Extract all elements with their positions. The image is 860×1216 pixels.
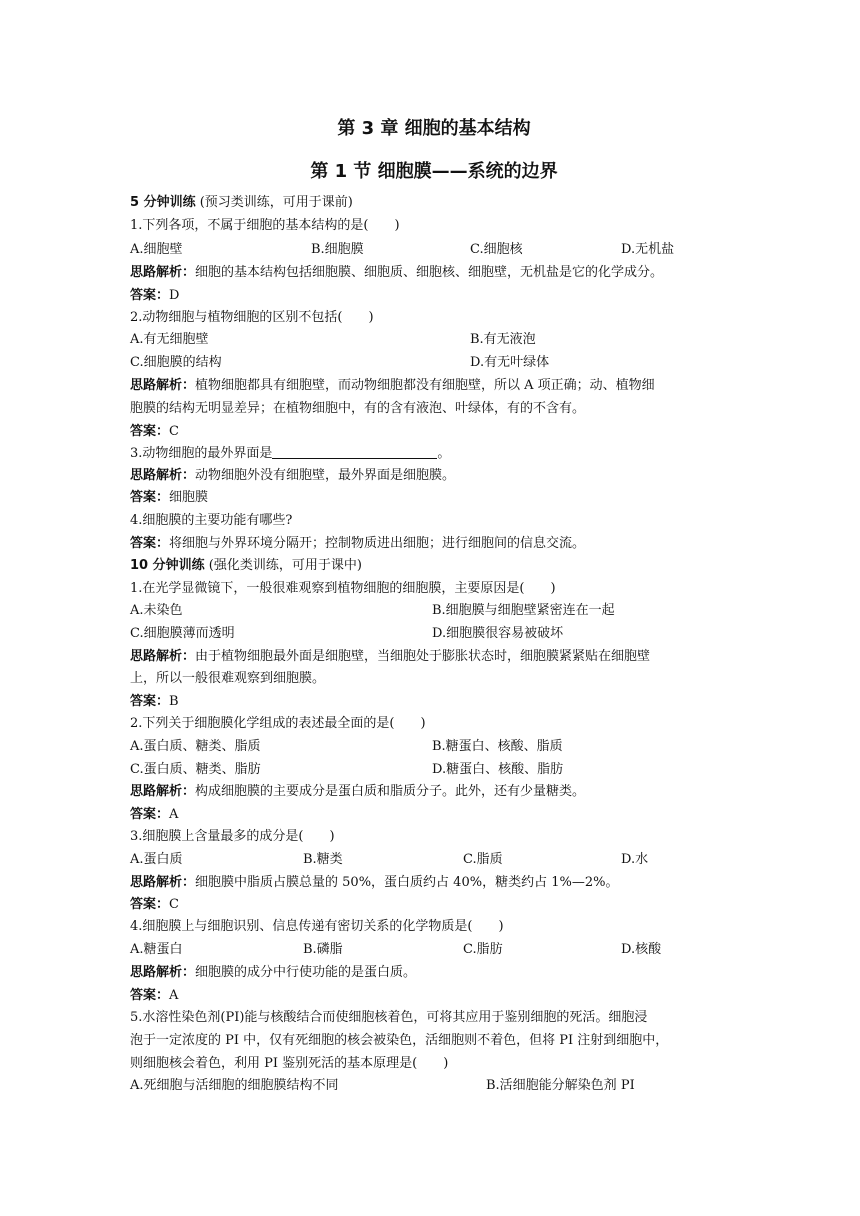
option-c: C.脂肪 <box>463 942 503 957</box>
p1-q3-stem: 3.动物细胞的最外界面是 。 <box>130 446 451 461</box>
p1-q4-stem: 4.细胞膜的主要功能有哪些? <box>130 513 293 528</box>
section-title: 第 1 节 细胞膜——系统的边界 <box>310 161 558 182</box>
chapter-title: 第 3 章 细胞的基本结构 <box>337 118 531 139</box>
option-c: C.细胞膜薄而透明 <box>130 626 235 641</box>
p2-q1-options-row2 <box>130 623 738 645</box>
p1-q2-options-row1 <box>130 329 738 351</box>
p2-q1-analysis: 思路解析：由于植物细胞最外面是细胞壁，当细胞处于膨胀状态时，细胞膜紧紧贴在细胞壁 <box>130 649 651 664</box>
p1-q3-analysis: 思路解析：动物细胞外没有细胞壁，最外界面是细胞膜。 <box>130 468 456 483</box>
p2-q5-stem-cont2: 则细胞核会着色，利用 PI 鉴别死活的基本原理是( ) <box>130 1056 449 1071</box>
p2-q1-analysis-cont: 上，所以一般很难观察到细胞膜。 <box>130 671 326 686</box>
p2-q3-answer: 答案：C <box>130 897 179 912</box>
option-a: A.有无细胞壁 <box>130 332 209 347</box>
option-a: A.蛋白质 <box>130 852 183 867</box>
p2-q2-options-row2 <box>130 759 738 781</box>
p2-q2-answer: 答案：A <box>130 807 179 822</box>
option-d: D.核酸 <box>621 942 662 957</box>
p2-q4-options <box>130 939 738 961</box>
option-b: B.磷脂 <box>303 942 343 957</box>
option-c: C.细胞膜的结构 <box>130 355 222 370</box>
p2-q4-analysis: 思路解析：细胞膜的成分中行使功能的是蛋白质。 <box>130 965 417 980</box>
p2-q3-analysis: 思路解析：细胞膜中脂质占膜总量的 50%，蛋白质约占 40%，糖类约占 1%—2%。 <box>130 875 619 890</box>
p2-q1-answer: 答案：B <box>130 694 179 709</box>
p2-q2-options-row1 <box>130 736 738 758</box>
p1-q2-analysis: 思路解析：植物细胞都具有细胞壁，而动物细胞都没有细胞壁，所以 A 项正确；动、植物细 <box>130 378 655 393</box>
p1-q2-analysis-cont: 胞膜的结构无明显差异；在植物细胞中，有的含有液泡、叶绿体，有的不含有。 <box>130 401 586 416</box>
option-b: B.糖蛋白、核酸、脂质 <box>432 739 563 754</box>
option-d: D.细胞膜很容易被破坏 <box>432 626 564 641</box>
option-a: A.细胞壁 <box>130 242 183 257</box>
option-b: B.有无液泡 <box>470 332 536 347</box>
option-d: D.水 <box>621 852 649 867</box>
option-b: B.糖类 <box>303 852 343 867</box>
p1-q2-answer: 答案：C <box>130 424 179 439</box>
p2-q2-analysis: 思路解析：构成细胞膜的主要成分是蛋白质和脂质分子。此外，还有少量糖类。 <box>130 784 586 799</box>
p1-q3-answer: 答案：细胞膜 <box>130 490 209 505</box>
p2-q5-stem: 5.水溶性染色剂(PI)能与核酸结合而使细胞核着色，可将其应用于鉴别细胞的死活。细胞浸 <box>130 1010 648 1025</box>
option-b: B.活细胞能分解染色剂 PI <box>486 1078 635 1093</box>
option-a: A.未染色 <box>130 603 183 618</box>
part2-heading: 10 分钟训练 (强化类训练，可用于课中) <box>130 558 362 573</box>
option-c: C.细胞核 <box>470 242 523 257</box>
part1-heading: 5 分钟训练 (预习类训练，可用于课前) <box>130 195 353 210</box>
option-c: C.脂质 <box>463 852 503 867</box>
p2-q3-options <box>130 849 738 871</box>
p2-q2-stem: 2.下列关于细胞膜化学组成的表述最全面的是( ) <box>130 716 426 731</box>
option-a: A.蛋白质、糖类、脂质 <box>130 739 261 754</box>
p1-q1-analysis: 思路解析：细胞的基本结构包括细胞膜、细胞质、细胞核、细胞壁，无机盐是它的化学成分。 <box>130 265 664 280</box>
option-b: B.细胞膜与细胞壁紧密连在一起 <box>432 603 615 618</box>
p2-q1-options-row1 <box>130 600 738 622</box>
p2-q5-stem-cont: 泡于一定浓度的 PI 中，仅有死细胞的核会被染色，活细胞则不着色，但将 PI 注射到细胞中， <box>130 1033 669 1048</box>
p2-q4-stem: 4.细胞膜上与细胞识别、信息传递有密切关系的化学物质是( ) <box>130 919 504 934</box>
option-c: C.蛋白质、糖类、脂肪 <box>130 762 261 777</box>
p1-q4-answer: 答案：将细胞与外界环境分隔开；控制物质进出细胞；进行细胞间的信息交流。 <box>130 536 586 551</box>
option-a: A.死细胞与活细胞的细胞膜结构不同 <box>130 1078 339 1093</box>
p2-q4-answer: 答案：A <box>130 988 179 1003</box>
answer-blank[interactable] <box>272 444 437 459</box>
p1-q1-stem: 1.下列各项，不属于细胞的基本结构的是( ) <box>130 218 400 233</box>
option-d: D.无机盐 <box>621 242 675 257</box>
p1-q2-options-row2 <box>130 352 738 374</box>
option-a: A.糖蛋白 <box>130 942 183 957</box>
p2-q3-stem: 3.细胞膜上含量最多的成分是( ) <box>130 829 335 844</box>
option-d: D.糖蛋白、核酸、脂肪 <box>432 762 564 777</box>
option-d: D.有无叶绿体 <box>470 355 550 370</box>
p1-q1-options <box>130 239 738 261</box>
p1-q1-answer: 答案：D <box>130 288 180 303</box>
p2-q5-options <box>130 1075 738 1097</box>
p2-q1-stem: 1.在光学显微镜下，一般很难观察到植物细胞的细胞膜，主要原因是( ) <box>130 581 556 596</box>
option-b: B.细胞膜 <box>311 242 364 257</box>
p1-q2-stem: 2.动物细胞与植物细胞的区别不包括( ) <box>130 310 374 325</box>
